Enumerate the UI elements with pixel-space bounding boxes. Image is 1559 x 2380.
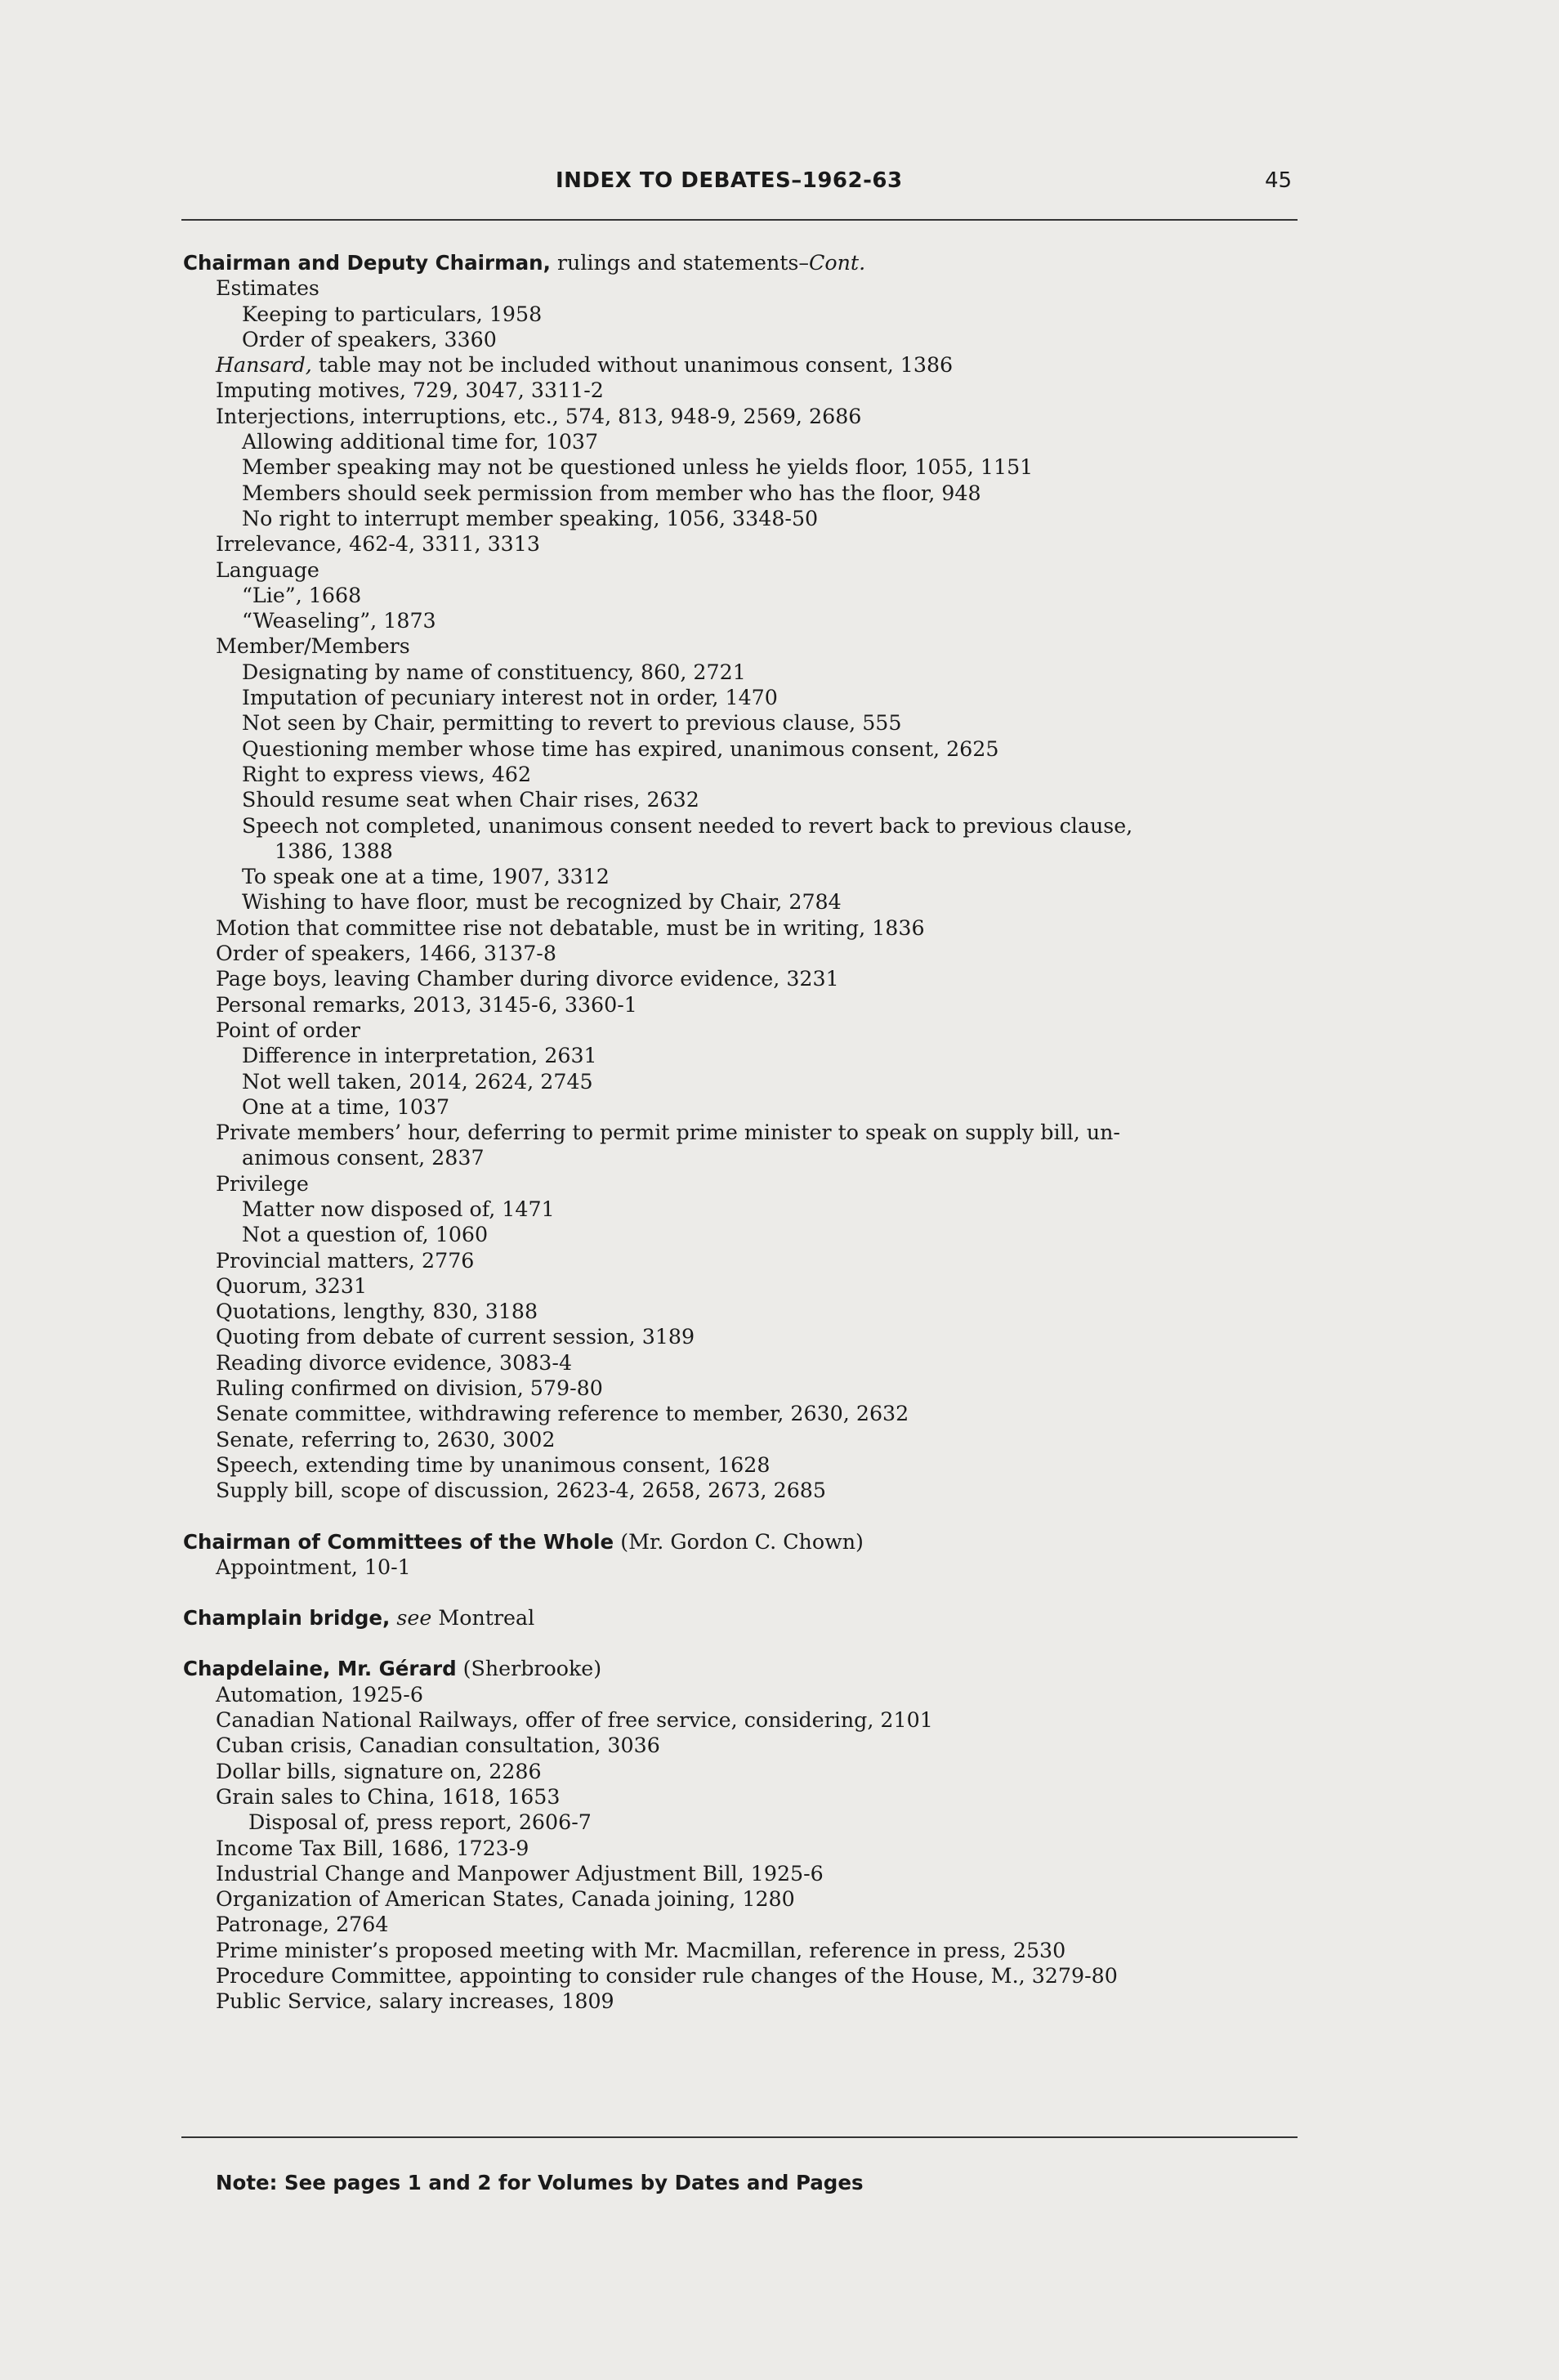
footer-rule	[181, 2136, 1298, 2138]
index-subentry	[183, 1197, 1302, 1222]
entry-spacer	[183, 1580, 1302, 1605]
entry-text: Matter now disposed of, 1471	[242, 1197, 555, 1221]
index-subentry	[183, 1784, 1302, 1810]
entry-text: One at a time, 1037	[242, 1094, 450, 1119]
index-heading	[183, 250, 1302, 275]
index-subentry	[183, 1886, 1302, 1912]
index-subentry	[183, 378, 1302, 403]
entry-text: Procedure Committee, appointing to consider rule changes of the House, M., 3279-80	[216, 1964, 1118, 1988]
entry-text: Patronage, 2764	[216, 1912, 389, 1937]
index-subentry	[183, 1094, 1302, 1120]
entry-text: Grain sales to China, 1618, 1653	[216, 1784, 561, 1809]
entry-text: Canadian National Railways, offer of free service, considering, 2101	[216, 1708, 933, 1733]
entry-text: Estimates	[216, 276, 319, 301]
entry-text: 1386, 1388	[275, 839, 393, 863]
entry-text: Not seen by Chair, permitting to revert to previous clause, 555	[242, 711, 902, 736]
index-subentry	[183, 275, 1302, 301]
index-subentry	[183, 1069, 1302, 1094]
entry-text: Order of speakers, 1466, 3137-8	[216, 942, 556, 966]
index-subentry	[183, 992, 1302, 1018]
index-subentry	[183, 608, 1302, 633]
index-subentry	[183, 481, 1302, 506]
index-subentry	[183, 1836, 1302, 1861]
index-heading	[183, 1529, 1302, 1555]
index-subentry	[183, 1401, 1302, 1426]
index-subentry	[183, 941, 1302, 966]
entry-spacer	[183, 1631, 1302, 1656]
index-subentry	[183, 1171, 1302, 1197]
italic-term: Hansard,	[216, 353, 312, 378]
index-subentry	[183, 1810, 1302, 1835]
index-subentry	[183, 966, 1302, 991]
index-subentry	[183, 813, 1302, 839]
index-heading	[183, 1656, 1302, 1681]
index-subentry	[183, 557, 1302, 583]
entry-text: Imputing motives, 729, 3047, 3311-2	[216, 378, 604, 403]
entry-text: Private members’ hour, deferring to permit prime minister to speak on supply bill, un-	[216, 1121, 1120, 1145]
entry-text: Language	[216, 557, 319, 582]
index-subentry	[183, 1707, 1302, 1733]
entry-text: Senate, referring to, 2630, 3002	[216, 1427, 556, 1452]
page-number: 45	[1265, 168, 1293, 193]
entry-text: Prime minister’s proposed meeting with Mr. Macmillan, reference in press, 2530	[216, 1938, 1066, 1962]
entry-text: Supply bill, scope of discussion, 2623-4, 2658, 2673, 2685	[216, 1479, 826, 1503]
index-subentry	[183, 710, 1302, 736]
heading-term: Champlain bridge,	[183, 1606, 391, 1631]
entry-text: Provincial matters, 2776	[216, 1248, 475, 1273]
index-subentry	[183, 1733, 1302, 1758]
entry-text: Should resume seat when Chair rises, 2632	[242, 788, 699, 812]
index-subentry	[183, 429, 1302, 454]
entry-text: Quoting from debate of current session, 3189	[216, 1325, 695, 1349]
index-subentry	[183, 1963, 1302, 1989]
entry-text: Right to express views, 462	[242, 762, 532, 786]
entry-text: Quotations, lengthy, 830, 3188	[216, 1300, 538, 1324]
entry-text: (Sherbrooke)	[456, 1657, 602, 1681]
index-subentry	[183, 633, 1302, 659]
entry-text: Not well taken, 2014, 2624, 2745	[242, 1069, 593, 1094]
entry-text: “Lie”, 1668	[242, 583, 362, 607]
heading-term: Chairman and Deputy Chairman,	[183, 251, 551, 275]
page-title: INDEX TO DEBATES–1962-63	[556, 168, 903, 193]
entry-text: Imputation of pecuniary interest not in order, 1470	[242, 686, 778, 710]
entry-text: Dollar bills, signature on, 2286	[216, 1759, 542, 1783]
entry-text: Members should seek permission from member who has the floor, 948	[242, 481, 981, 505]
index-subentry	[183, 327, 1302, 352]
entry-text: Keeping to particulars, 1958	[242, 302, 543, 326]
index-subentry	[183, 1938, 1302, 1963]
entry-text: Privilege	[216, 1171, 309, 1196]
index-subentry	[183, 531, 1302, 557]
entry-text: rulings and statements–	[550, 251, 810, 275]
entry-text: Industrial Change and Manpower Adjustment Bill, 1925-6	[216, 1861, 824, 1886]
index-subentry	[183, 660, 1302, 685]
entry-text: Motion that committee rise not debatable, must be in writing, 1836	[216, 915, 925, 940]
entry-text: Appointment, 10-1	[216, 1555, 411, 1579]
entry-text: Irrelevance, 462-4, 3311, 3313	[216, 532, 540, 557]
index-subentry	[183, 1861, 1302, 1886]
continued-marker: Cont.	[809, 251, 866, 275]
entry-text: Automation, 1925-6	[216, 1682, 423, 1707]
entry-text: Senate committee, withdrawing reference to member, 2630, 2632	[216, 1402, 909, 1426]
entry-text: Not a question of, 1060	[242, 1223, 489, 1247]
entry-spacer	[183, 1504, 1302, 1529]
index-subentry	[183, 506, 1302, 531]
index-subentry	[183, 1120, 1302, 1145]
entry-text: Order of speakers, 3360	[242, 327, 497, 351]
entry-text: Cuban crisis, Canadian consultation, 3036	[216, 1734, 660, 1758]
index-subentry	[183, 1324, 1302, 1349]
entry-text: Organization of American States, Canada joining, 1280	[216, 1887, 795, 1912]
entry-text: Questioning member whose time has expired, unanimous consent, 2625	[242, 736, 999, 761]
header-rule	[181, 219, 1298, 221]
entry-text: To speak one at a time, 1907, 3312	[242, 865, 610, 889]
index-subentry	[183, 1018, 1302, 1043]
index-subentry	[183, 787, 1302, 812]
see-reference: see	[390, 1606, 432, 1631]
index-subentry	[183, 1989, 1302, 2014]
entry-text: animous consent, 2837	[242, 1146, 485, 1170]
entry-text: Disposal of, press report, 2606-7	[248, 1810, 592, 1835]
entry-text: Member speaking may not be questioned unless he yields floor, 1055, 1151	[242, 455, 1034, 480]
index-subentry	[183, 762, 1302, 787]
index-subentry	[183, 1682, 1302, 1707]
index-subentry	[183, 1427, 1302, 1452]
index-subentry	[183, 1145, 1302, 1170]
footer-note: Note: See pages 1 and 2 for Volumes by Dates and Pages	[216, 2171, 864, 2194]
entry-text: Public Service, salary increases, 1809	[216, 1989, 614, 2014]
entry-text: Difference in interpretation, 2631	[242, 1044, 597, 1068]
index-subentry	[183, 1376, 1302, 1401]
index-subentry	[183, 1452, 1302, 1478]
entry-text: Page boys, leaving Chamber during divorce evidence, 3231	[216, 967, 839, 991]
index-subentry	[183, 736, 1302, 762]
heading-term: Chapdelaine, Mr. Gérard	[183, 1657, 457, 1681]
index-heading	[183, 1605, 1302, 1631]
entry-text: Personal remarks, 2013, 3145-6, 3360-1	[216, 992, 637, 1017]
entry-text: Point of order	[216, 1018, 361, 1042]
index-subentry	[183, 454, 1302, 480]
entry-text: Montreal	[431, 1606, 535, 1631]
index-subentry	[183, 1759, 1302, 1784]
entry-text: (Mr. Gordon C. Chown)	[614, 1529, 864, 1554]
index-subentry	[183, 1912, 1302, 1937]
index-subentry	[183, 915, 1302, 941]
index-subentry	[183, 1299, 1302, 1324]
index-subentry	[183, 1273, 1302, 1299]
index-subentry	[183, 352, 1302, 378]
index-subentry	[183, 864, 1302, 889]
entry-text: table may not be included without unanimous consent, 1386	[311, 353, 954, 378]
index-subentry	[183, 1043, 1302, 1068]
entry-text: Wishing to have floor, must be recognized by Chair, 2784	[242, 890, 842, 915]
index-subentry	[183, 583, 1302, 608]
entry-text: Speech not completed, unanimous consent needed to revert back to previous clause,	[242, 813, 1133, 838]
entry-text: Allowing additional time for, 1037	[242, 430, 599, 454]
index-subentry	[183, 1555, 1302, 1580]
index-subentry	[183, 1222, 1302, 1247]
entry-text: No right to interrupt member speaking, 1056, 3348-50	[242, 506, 819, 530]
index-subentry	[183, 1350, 1302, 1376]
entry-text: Income Tax Bill, 1686, 1723-9	[216, 1836, 529, 1860]
heading-term: Chairman of Committees of the Whole	[183, 1529, 614, 1554]
entry-text: Reading divorce evidence, 3083-4	[216, 1350, 573, 1375]
entry-text: Quorum, 3231	[216, 1273, 368, 1298]
index-subentry	[183, 889, 1302, 915]
index-subentry	[183, 404, 1302, 429]
entry-text: Speech, extending time by unanimous consent, 1628	[216, 1452, 771, 1477]
index-subentry	[183, 839, 1302, 864]
entry-text: Interjections, interruptions, etc., 574, 813, 948-9, 2569, 2686	[216, 404, 862, 428]
index-subentry	[183, 1248, 1302, 1273]
index-subentry	[183, 685, 1302, 710]
entry-text: Member/Members	[216, 634, 410, 659]
entry-text: Designating by name of constituency, 860, 2721	[242, 660, 746, 684]
entry-text: Ruling confirmed on division, 579-80	[216, 1376, 603, 1401]
index-subentry	[183, 302, 1302, 327]
index-subentry	[183, 1478, 1302, 1503]
index-entries	[183, 250, 1302, 2015]
entry-text: “Weaseling”, 1873	[242, 609, 436, 633]
